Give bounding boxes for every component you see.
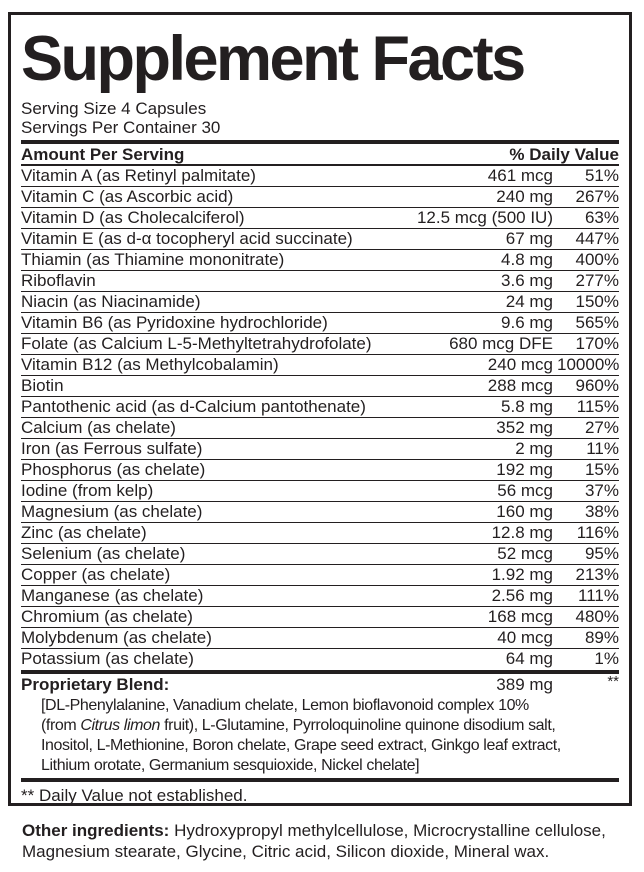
nutrient-dv: 150% — [575, 292, 619, 311]
table-row — [21, 481, 619, 502]
table-row — [21, 229, 619, 250]
table-row — [21, 565, 619, 586]
nutrient-amount: 352 mg — [496, 418, 553, 437]
other-ingredients-text: Hydroxypropyl methylcellulose, Microcrystalline cellulose, Magnesium stearate, Glycine, Citric acid, Silicon dioxide, Mineral wax. — [22, 821, 606, 861]
nutrient-amount: 4.8 mg — [501, 250, 553, 269]
nutrient-name: Zinc (as chelate) — [21, 523, 147, 542]
nutrient-amount: 680 mcg DFE — [449, 334, 553, 353]
nutrient-dv: 447% — [575, 229, 619, 248]
table-row — [21, 523, 619, 544]
nutrient-name: Iodine (from kelp) — [21, 481, 154, 500]
nutrient-name: Vitamin D (as Cholecalciferol) — [21, 208, 245, 227]
panel-title: Supplement Facts — [21, 24, 524, 94]
nutrient-amount: 56 mcg — [497, 481, 553, 500]
table-row — [21, 271, 619, 292]
nutrient-dv: 480% — [575, 607, 619, 626]
nutrient-name: Potassium (as chelate) — [21, 649, 194, 668]
nutrient-dv: 37% — [584, 481, 619, 500]
amount-per-serving-header: Amount Per Serving — [21, 145, 185, 164]
nutrient-amount: 9.6 mg — [501, 313, 553, 332]
nutrient-name: Pantothenic acid (as d-Calcium pantothenate) — [21, 397, 366, 416]
blend-detail-line: Inositol, L-Methionine, Boron chelate, Grape seed extract, Ginkgo leaf extract, — [41, 737, 561, 754]
table-row — [21, 397, 619, 418]
proprietary-blend-row — [21, 674, 619, 696]
table-row — [21, 460, 619, 481]
nutrient-amount: 2.56 mg — [491, 586, 553, 605]
nutrient-amount: 160 mg — [496, 502, 553, 521]
nutrient-dv: 63% — [584, 208, 619, 227]
nutrient-amount: 461 mcg — [487, 166, 553, 185]
footnote: ** Daily Value not established. — [21, 786, 248, 805]
nutrient-amount: 12.5 mcg (500 IU) — [416, 208, 553, 227]
table-row — [21, 628, 619, 649]
table-row — [21, 334, 619, 355]
nutrient-dv: 11% — [586, 439, 619, 458]
blend-name: Proprietary Blend: — [21, 675, 170, 694]
table-row — [21, 376, 619, 397]
thick-divider — [21, 778, 619, 782]
nutrient-amount: 64 mg — [505, 649, 553, 668]
nutrient-amount: 240 mg — [496, 187, 553, 206]
nutrient-dv: 565% — [575, 313, 619, 332]
nutrient-name: Magnesium (as chelate) — [21, 502, 203, 521]
nutrient-name: Riboflavin — [21, 271, 96, 290]
nutrient-amount: 3.6 mg — [501, 271, 553, 290]
table-row — [21, 208, 619, 229]
blend-detail-text: (from — [41, 717, 81, 734]
nutrient-name: Vitamin C (as Ascorbic acid) — [21, 187, 234, 206]
nutrient-dv: 10000% — [557, 355, 620, 374]
nutrient-dv: 95% — [584, 544, 619, 563]
supplement-facts-panel — [8, 12, 632, 806]
nutrient-dv: 15% — [584, 460, 619, 479]
other-ingredients-label: Other ingredients: — [22, 821, 170, 840]
table-row — [21, 502, 619, 523]
table-row — [21, 586, 619, 607]
nutrient-name: Iron (as Ferrous sulfate) — [21, 439, 203, 458]
table-row — [21, 544, 619, 565]
nutrient-name: Manganese (as chelate) — [21, 586, 204, 605]
nutrient-amount: 52 mcg — [497, 544, 553, 563]
nutrient-name: Thiamin (as Thiamine mononitrate) — [21, 250, 285, 269]
table-row — [21, 166, 619, 187]
nutrient-dv: 51% — [584, 166, 619, 185]
nutrient-dv: 277% — [575, 271, 619, 290]
nutrient-dv: 38% — [584, 502, 619, 521]
serving-size: Serving Size 4 Capsules — [21, 99, 207, 118]
nutrient-dv: 116% — [576, 523, 619, 542]
blend-amount: 389 mg — [496, 675, 553, 694]
servings-per-container: Servings Per Container 30 — [21, 118, 221, 137]
nutrient-dv: 400% — [575, 250, 619, 269]
blend-detail-text: fruit), L-Glutamine, Pyrroloquinoline quinone disodium salt, — [160, 717, 556, 734]
table-row — [21, 439, 619, 460]
nutrient-dv: 960% — [575, 376, 619, 395]
nutrient-amount: 240 mcg — [487, 355, 553, 374]
table-header — [21, 144, 619, 166]
nutrient-dv: 213% — [575, 565, 619, 584]
nutrient-name: Selenium (as chelate) — [21, 544, 186, 563]
nutrient-dv: 267% — [575, 187, 619, 206]
nutrient-name: Vitamin E (as d-α tocopheryl acid succinate) — [21, 229, 353, 248]
other-ingredients — [22, 820, 626, 862]
nutrient-dv: 27% — [584, 418, 619, 437]
table-row — [21, 313, 619, 334]
table-row — [21, 250, 619, 271]
nutrient-name: Folate (as Calcium L-5-Methyltetrahydrofolate) — [21, 334, 372, 353]
blend-dv-asterisks: ** — [607, 673, 619, 690]
nutrient-name: Vitamin B12 (as Methylcobalamin) — [21, 355, 279, 374]
botanical-name: Citrus limon — [80, 717, 161, 734]
nutrient-dv: 111% — [578, 586, 619, 605]
nutrient-table — [21, 166, 619, 670]
nutrient-amount: 5.8 mg — [501, 397, 553, 416]
nutrient-name: Phosphorus (as chelate) — [21, 460, 206, 479]
nutrient-amount: 1.92 mg — [491, 565, 553, 584]
nutrient-name: Chromium (as chelate) — [21, 607, 193, 626]
nutrient-amount: 12.8 mg — [491, 523, 553, 542]
table-row — [21, 355, 619, 376]
table-row — [21, 187, 619, 208]
blend-detail — [21, 696, 619, 776]
nutrient-name: Vitamin B6 (as Pyridoxine hydrochloride) — [21, 313, 328, 332]
nutrient-name: Biotin — [21, 376, 64, 395]
nutrient-dv: 115% — [576, 397, 619, 416]
nutrient-amount: 192 mg — [496, 460, 553, 479]
blend-detail-line: Lithium orotate, Germanium sesquioxide, Nickel chelate] — [41, 757, 420, 774]
nutrient-name: Calcium (as chelate) — [21, 418, 176, 437]
daily-value-header: % Daily Value — [509, 145, 619, 164]
table-row — [21, 292, 619, 313]
table-row — [21, 418, 619, 439]
nutrient-name: Copper (as chelate) — [21, 565, 171, 584]
table-row — [21, 607, 619, 628]
nutrient-amount: 40 mcg — [497, 628, 553, 647]
nutrient-dv: 1% — [594, 649, 619, 668]
nutrient-name: Niacin (as Niacinamide) — [21, 292, 201, 311]
blend-detail-line: [DL-Phenylalanine, Vanadium chelate, Lemon bioflavonoid complex 10% — [41, 697, 529, 714]
nutrient-amount: 288 mcg — [487, 376, 553, 395]
nutrient-dv: 89% — [584, 628, 619, 647]
nutrient-name: Molybdenum (as chelate) — [21, 628, 212, 647]
nutrient-amount: 168 mcg — [487, 607, 553, 626]
nutrient-amount: 24 mg — [505, 292, 553, 311]
blend-detail-line — [41, 716, 619, 736]
nutrient-amount: 67 mg — [505, 229, 553, 248]
nutrient-name: Vitamin A (as Retinyl palmitate) — [21, 166, 256, 185]
table-row — [21, 649, 619, 670]
nutrient-dv: 170% — [575, 334, 619, 353]
nutrient-amount: 2 mg — [515, 439, 553, 458]
